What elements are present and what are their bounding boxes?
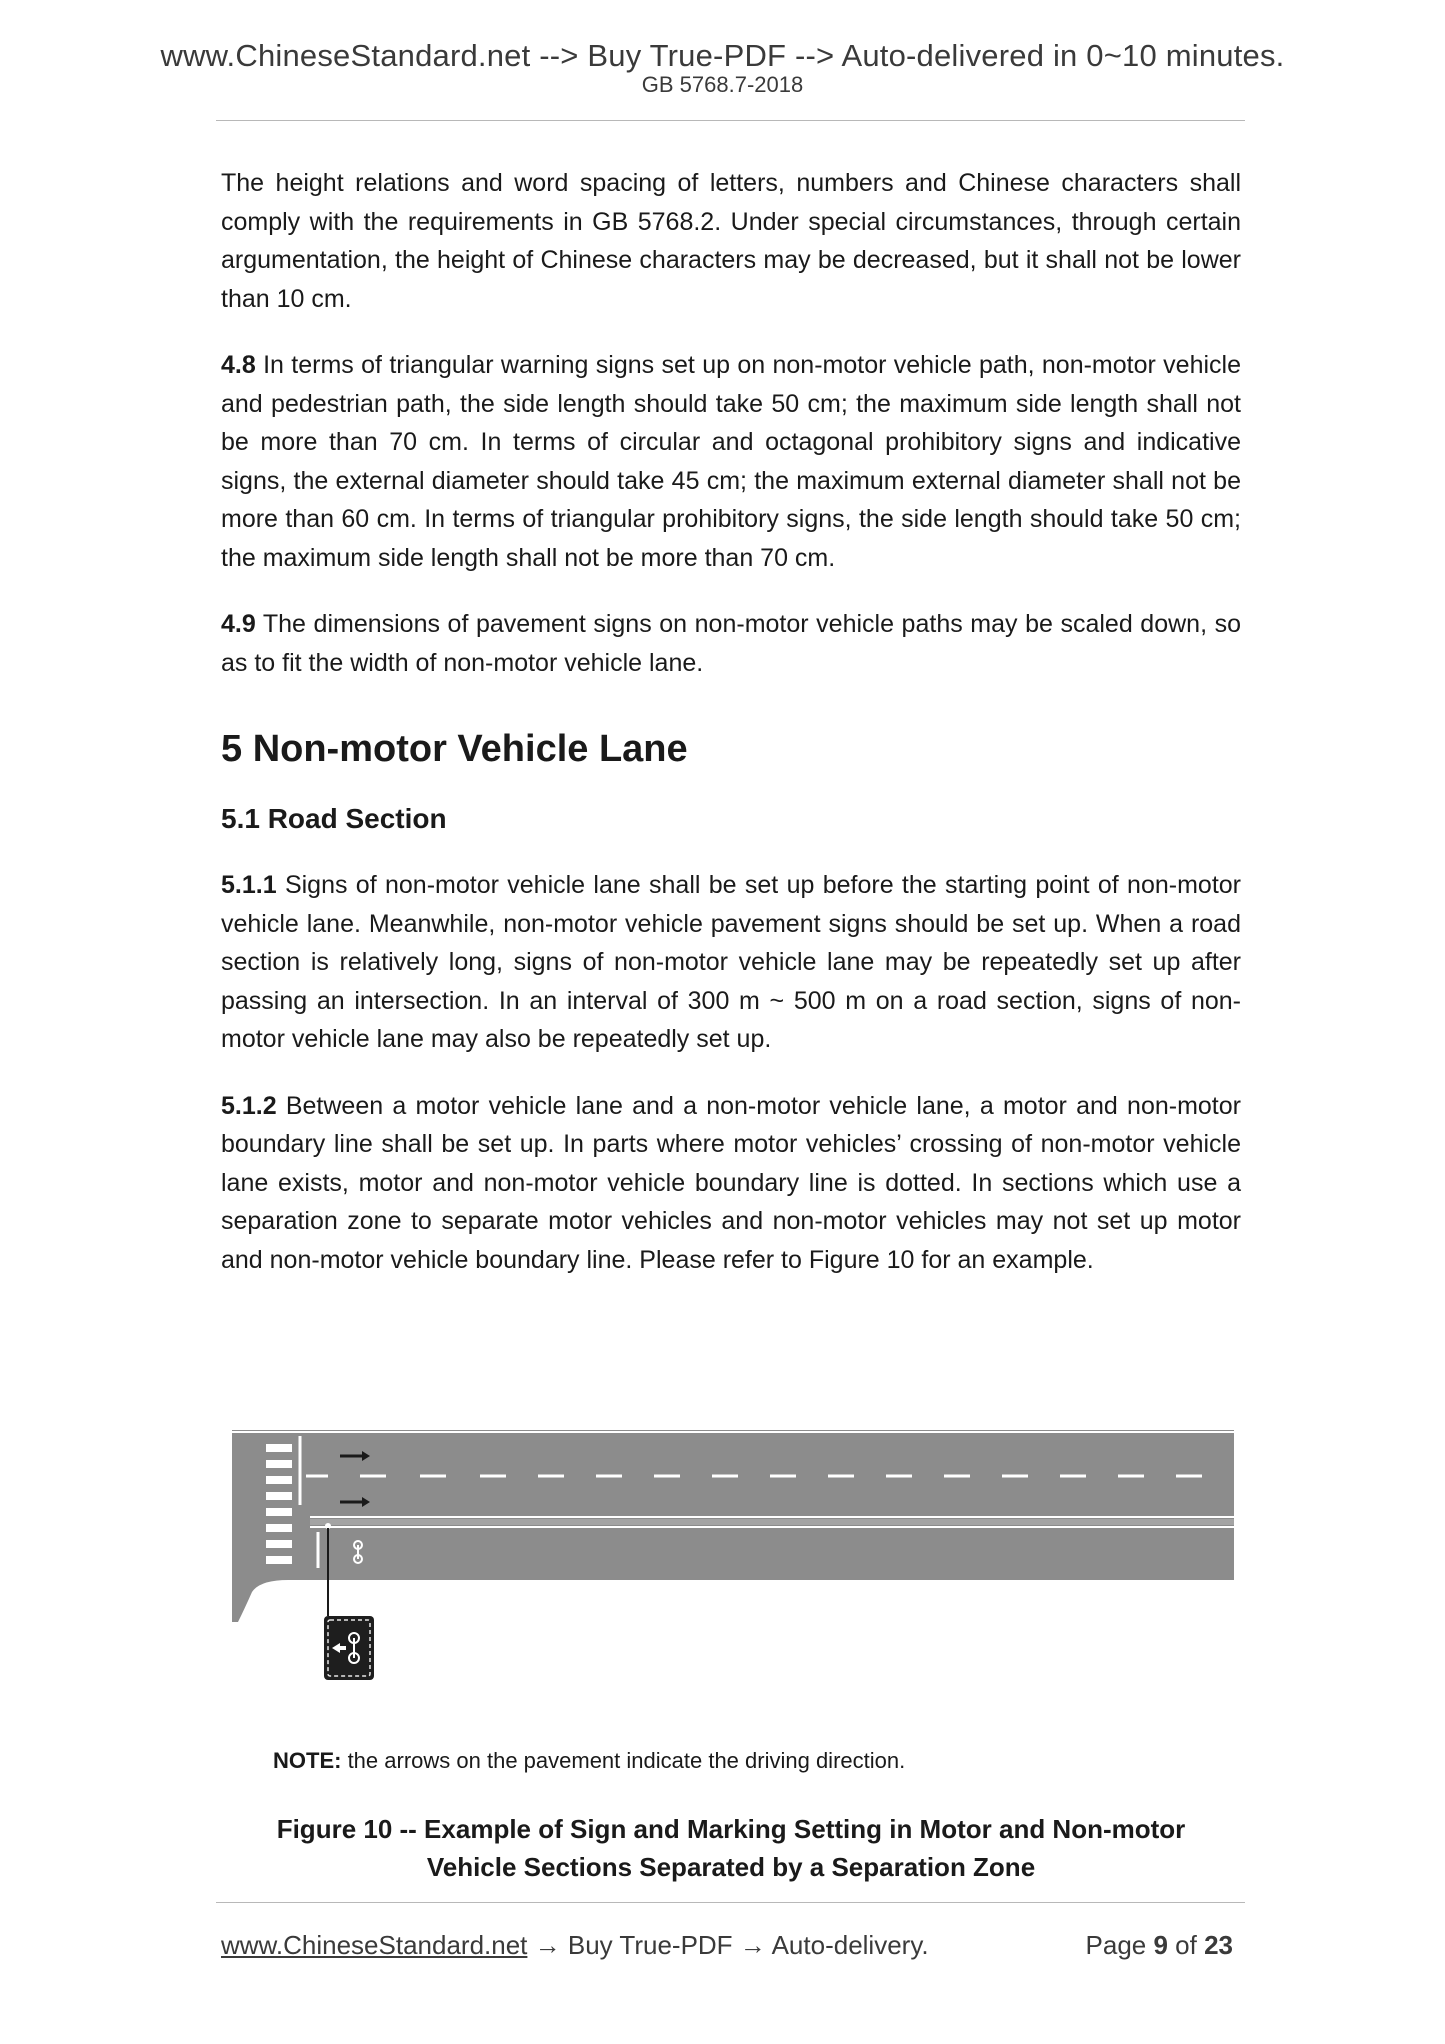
delivery-text: Auto-delivery.: [771, 1930, 929, 1960]
buy-link: Buy True-PDF: [567, 1930, 733, 1960]
clause-number: 5.1.1: [221, 871, 277, 899]
clause-text: Between a motor vehicle lane and a non-motor vehicle lane, a motor and non-motor boundary line shall be set up. In parts where motor vehicles’ crossing of non-motor vehicle lane exists, motor and non-motor vehicle boundary line is dotted. In sections which use a separation zone to separate motor vehicles and non-motor vehicles may not set up motor and non-motor vehicle boundary line. Please refer to Figure 10 for an example.: [221, 1091, 1241, 1274]
arrow-icon: →: [527, 1930, 568, 1960]
figure-note: [273, 1748, 905, 1774]
paragraph-height-relations: The height relations and word spacing of letters, numbers and Chinese characters shall comply with the requirements in GB 5768.2. Under special circumstances, through certain argumentation, the height of Chinese characters may be decreased, but it shall not be lower than 10 cm.: [221, 169, 1241, 313]
clause-5-1-2: [221, 1087, 1241, 1280]
site-link[interactable]: www.ChineseStandard.net: [221, 1930, 528, 1960]
document-id: GB 5768.7-2018: [641, 72, 804, 97]
page-label: Page: [1085, 1930, 1154, 1960]
clause-4-8: [221, 346, 1241, 577]
clause-text: In terms of triangular warning signs set up on non-motor vehicle path, non-motor vehicle and pedestrian path, the side length should take 50 cm; the maximum side length shall not be more than 70 cm. In terms of circular and octagonal prohibitory signs and indicative signs, the external diameter should take 45 cm; the maximum external diameter shall not be more than 60 cm. In terms of triangular prohibitory signs, the side length should take 50 cm; the maximum side length shall not be more than 70 cm.: [221, 351, 1241, 572]
note-label: NOTE:: [273, 1748, 342, 1773]
footer-links: [221, 1930, 929, 1961]
arrow-icon: →: [732, 1930, 772, 1960]
footer-rule: [216, 1902, 1245, 1903]
page-number: [1086, 1930, 1233, 1961]
clause-5-1-1: [221, 866, 1241, 1059]
note-text: the arrows on the pavement indicate the driving direction.: [341, 1748, 906, 1773]
clause-number: 4.9: [221, 610, 256, 638]
page-body: [221, 164, 1241, 1307]
figure-caption: [221, 1810, 1241, 1886]
of-label: of: [1167, 1930, 1205, 1960]
caption-line-1: Figure 10 -- Example of Sign and Marking Setting in Motor and Non-motor: [276, 1814, 1186, 1844]
clause-number: 4.8: [221, 351, 256, 379]
caption-line-2: Vehicle Sections Separated by a Separation Zone: [426, 1852, 1036, 1882]
source-banner: www.ChineseStandard.net --> Buy True-PDF --> Auto-delivered in 0~10 minutes.: [160, 38, 1285, 73]
clause-4-9: [221, 605, 1241, 682]
clause-text: The dimensions of pavement signs on non-motor vehicle paths may be scaled down, so as to fit the width of non-motor vehicle lane.: [221, 610, 1241, 677]
clause-number: 5.1.2: [221, 1091, 277, 1120]
figure-10-road-diagram: [230, 1420, 1240, 1692]
non-motor-lane-sign: [324, 1616, 374, 1680]
current-page: 9: [1153, 1930, 1168, 1960]
total-pages: 23: [1204, 1930, 1233, 1960]
section-title: 5 Non-motor Vehicle Lane: [221, 728, 688, 770]
clause-text: Signs of non-motor vehicle lane shall be set up before the starting point of non-motor vehicle lane. Meanwhile, non-motor vehicle pavement signs should be set up. When a road section is relatively long, signs of non-motor vehicle lane may be repeatedly set up after passing an intersection. In an interval of 300 m ~ 500 m on a road section, signs of non-motor vehicle lane may also be repeatedly set up.: [221, 871, 1241, 1053]
header-rule: [216, 120, 1245, 121]
subsection-title: 5.1 Road Section: [221, 803, 447, 834]
